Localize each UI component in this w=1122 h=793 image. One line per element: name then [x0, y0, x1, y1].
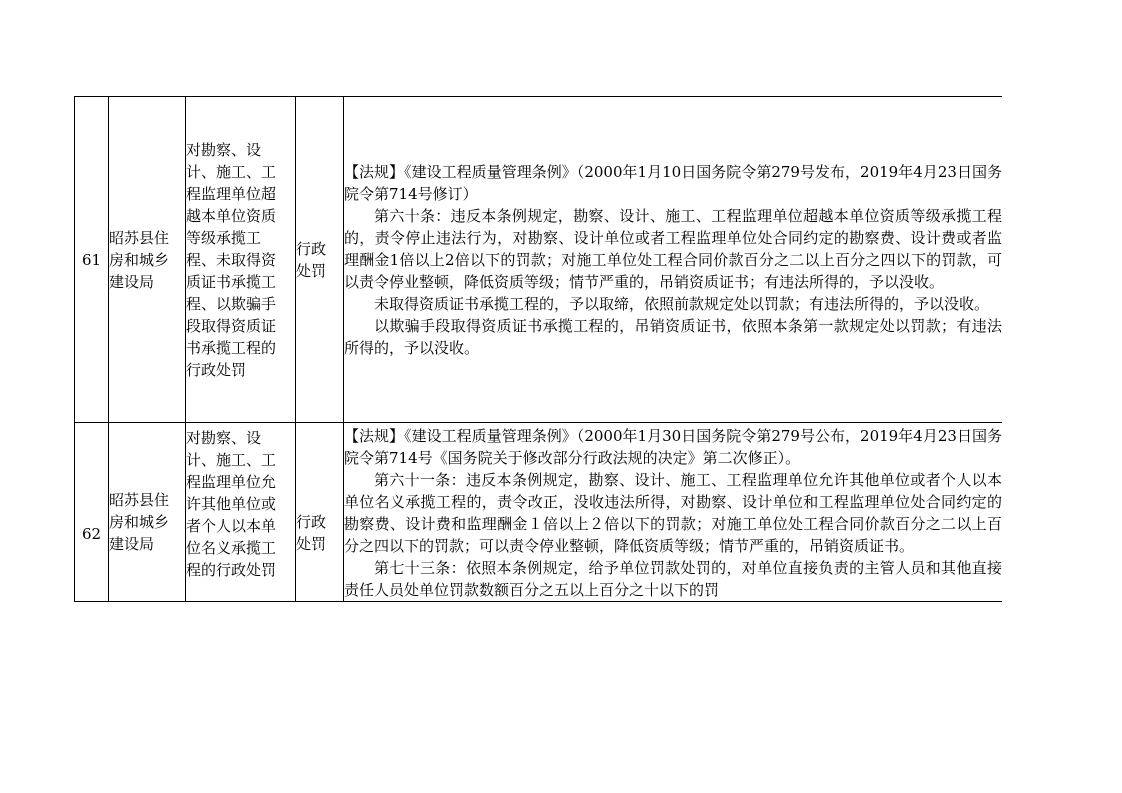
penalty-type-text: 行政处罚 — [296, 239, 327, 280]
table-row — [75, 423, 1003, 602]
row-number: 62 — [81, 525, 102, 543]
article-paragraph: 第七十三条：依照本条例规定，给予单位罚款处罚的，对单位直接负责的主管人员和其他直接责任人员处单位罚款数额百分之五以上百分之十以下的罚 — [344, 559, 1002, 599]
row-number: 61 — [75, 97, 109, 423]
penalty-type-text: 行政处罚 — [296, 513, 327, 553]
penalty-table — [74, 96, 1002, 602]
department-cell — [109, 423, 186, 602]
row-number-cell — [75, 423, 109, 602]
department-text: 昭苏县住房和城乡建设局 — [109, 491, 170, 553]
article-paragraph: 以欺骗手段取得资质证书承揽工程的，吊销资质证书，依照本条第一款规定处以罚款；有违法所得的，予以没收。 — [344, 316, 1002, 357]
article-paragraph: 第六十条：违反本条例规定，勘察、设计、施工、工程监理单位超越本单位资质等级承揽工程的，责令停止违法行为，对勘察、设计单位或者工程监理单位处合同约定的勘察费、设计费或者监理酬金1倍以上2倍以下的罚款；对施工单位处工程合同价款百分之二以上百分之四以下的罚款，可以责令停业整顿，降低资质等级；情节严重的，吊销资质证书；有违法所得的，予以没收。 — [344, 206, 1002, 291]
penalty-item-cell — [186, 97, 296, 423]
penalty-item-text: 对勘察、设计、施工、工程监理单位超越本单位资质等级承揽工程、未取得资质证书承揽工程、以欺骗手段取得资质证书承揽工程的行政处罚 — [186, 140, 277, 379]
table-row — [75, 97, 1003, 423]
penalty-item-cell — [186, 423, 296, 602]
regulation-title: 【法规】《建设工程质量管理条例》（2000年1月30日国务院令第279号公布，2019年4月23日国务院令第714号《国务院关于修改部分行政法规的决定》第二次修正）。 — [344, 427, 1002, 467]
spreadsheet-page — [74, 96, 1002, 648]
legal-basis-cell — [344, 97, 1003, 423]
penalty-type-cell — [296, 423, 344, 602]
article-paragraph: 未取得资质证书承揽工程的，予以取缔，依照前款规定处以罚款；有违法所得的，予以没收。 — [374, 294, 990, 313]
department-text: 昭苏县住房和城乡建设局 — [109, 228, 170, 291]
legal-basis-content — [344, 423, 1002, 601]
department-cell — [109, 97, 186, 423]
article-paragraph: 第六十一条：违反本条例规定，勘察、设计、施工、工程监理单位允许其他单位或者个人以本单位名义承揽工程的，责令改正，没收违法所得，对勘察、设计单位和工程监理单位处合同约定的勘察费、设计费和监理酬金１倍以上２倍以下的罚款；对施工单位处工程合同价款百分之二以上百分之四以下的罚款；可以责令停业整顿，降低资质等级；情节严重的，吊销资质证书。 — [344, 471, 1002, 555]
penalty-type-cell — [296, 97, 344, 423]
regulation-title: 【法规】《建设工程质量管理条例》（2000年1月10日国务院令第279号发布，2019年4月23日国务院令第714号修订） — [344, 162, 1002, 203]
legal-basis-cell — [344, 423, 1003, 602]
penalty-item-text: 对勘察、设计、施工、工程监理单位允许其他单位或者个人以本单位名义承揽工程的行政处罚 — [186, 429, 277, 579]
